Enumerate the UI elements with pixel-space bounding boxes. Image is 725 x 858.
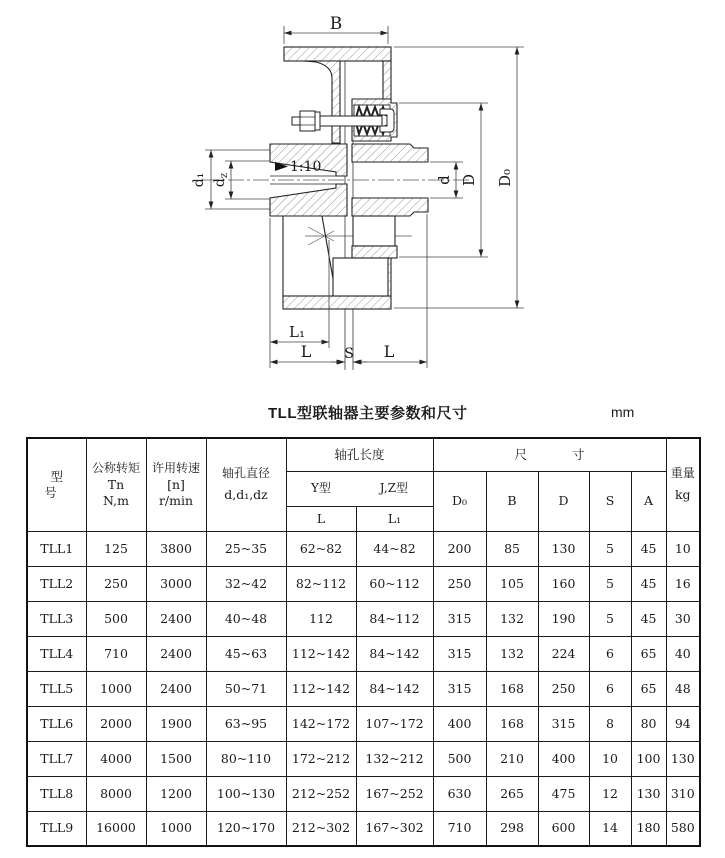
header-size: 尺寸 xyxy=(433,438,666,471)
cell-model: TLL8 xyxy=(27,776,86,811)
dim-label-d1: d₁ xyxy=(191,172,207,188)
dim-label-B: B xyxy=(329,14,343,34)
table-row: TLL7 4000 1500 80~110 172~212 132~212 500 210 400 10 100 130 xyxy=(27,741,700,776)
table-row: TLL4 710 2400 45~63 112~142 84~142 315 132 224 6 65 40 xyxy=(27,636,700,671)
header-bore-diameter: 轴孔直径 d,d₁,dz xyxy=(206,438,286,531)
cell-model: TLL9 xyxy=(27,811,86,846)
flywheel-lower-web xyxy=(283,216,335,296)
dim-label-dz: $d_z$ xyxy=(212,172,230,188)
cell-model: TLL5 xyxy=(27,671,86,706)
cell-model: TLL7 xyxy=(27,741,86,776)
coupling-section-drawing xyxy=(0,0,725,398)
header-torque: 公称转矩 Tn N,m xyxy=(86,438,146,531)
cell-model: TLL6 xyxy=(27,706,86,741)
header-L1: L₁ xyxy=(356,506,433,531)
header-D: D xyxy=(538,471,589,531)
dimension-B xyxy=(284,14,388,44)
cell-model: TLL4 xyxy=(27,636,86,671)
table-row: TLL8 8000 1200 100~130 212~252 167~252 630 265 475 12 130 310 xyxy=(27,776,700,811)
dim-label-D: D xyxy=(460,173,478,187)
unit-label: mm xyxy=(611,404,635,420)
dim-label-S: S xyxy=(344,346,354,362)
dimension-d1 xyxy=(191,150,270,209)
cell-model: TLL2 xyxy=(27,566,86,601)
header-A: A xyxy=(631,471,666,531)
table-title-row xyxy=(0,402,725,424)
header-D0: D₀ xyxy=(433,471,486,531)
dim-label-L1: L₁ xyxy=(289,323,305,341)
header-bore-length: 轴孔长度 xyxy=(286,438,433,471)
header-B: B xyxy=(486,471,538,531)
cell-model: TLL3 xyxy=(27,601,86,636)
header-L: L xyxy=(286,506,356,531)
lower-drum-parts xyxy=(333,216,397,296)
cell-model: TLL1 xyxy=(27,531,86,566)
header-S: S xyxy=(589,471,631,531)
dim-label-d: d xyxy=(435,175,453,185)
table-row: TLL6 2000 1900 63~95 142~172 107~172 400 168 315 8 80 94 xyxy=(27,706,700,741)
dim-label-L-right: L xyxy=(383,342,395,361)
taper-label: 1:10 xyxy=(290,159,322,175)
header-weight: 重量 kg xyxy=(666,438,700,531)
parameter-table xyxy=(26,437,701,847)
header-y-type: Y型 xyxy=(310,481,331,495)
table-row: TLL1 125 3800 25~35 62~82 44~82 200 85 130 5 45 10 xyxy=(27,531,700,566)
table-row: TLL5 1000 2400 50~71 112~142 84~142 315 168 250 6 65 48 xyxy=(27,671,700,706)
header-type-row xyxy=(286,471,433,506)
page-title: TLL型联轴器主要参数和尺寸 xyxy=(268,405,468,422)
header-model: 型号 xyxy=(27,438,86,531)
header-jz-type: J,Z型 xyxy=(379,481,409,495)
dim-label-D0: D₀ xyxy=(496,168,514,188)
table-row: TLL2 250 3000 32~42 82~112 60~112 250 105 160 5 45 16 xyxy=(27,566,700,601)
header-speed: 许用转速 [n] r/min xyxy=(146,438,206,531)
table-row: TLL3 500 2400 40~48 112 84~112 315 132 190 5 45 30 xyxy=(27,601,700,636)
table-row: TLL9 16000 1000 120~170 212~302 167~302 710 298 600 14 180 580 xyxy=(27,811,700,846)
dimension-D0 xyxy=(394,47,524,308)
dim-label-L-left: L xyxy=(300,342,312,361)
